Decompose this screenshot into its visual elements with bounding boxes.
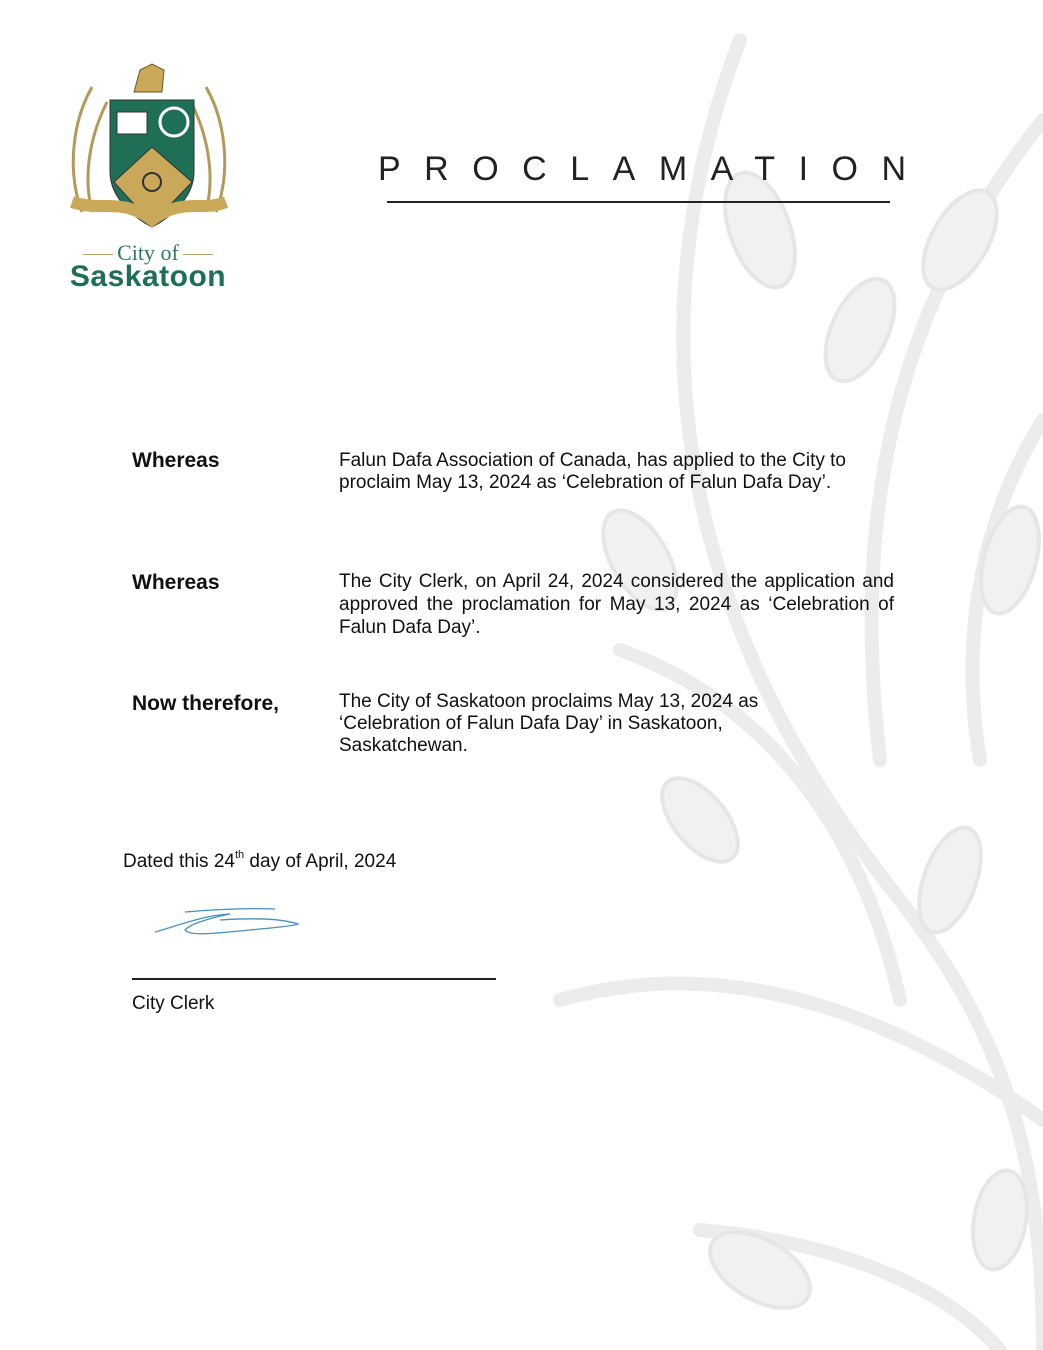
dated-rest: day of April, 2024 — [244, 851, 397, 872]
dated-line — [123, 851, 396, 873]
clause-label: Whereas — [132, 571, 220, 594]
title-underline — [387, 201, 890, 203]
city-coat-of-arms-logo — [62, 62, 236, 234]
page-title: PROCLAMATION — [378, 150, 930, 188]
clause-text: The City Clerk, on April 24, 2024 considered the application and approved the proclamation for May 13, 2024 as ‘Celebration of Falun Dafa Day’. — [339, 571, 894, 638]
dated-prefix: Dated this 24 — [123, 851, 235, 872]
signature — [150, 900, 310, 945]
signatory-role: City Clerk — [132, 993, 215, 1014]
clause-text: Falun Dafa Association of Canada, has applied to the City to proclaim May 13, 2024 as ‘Celebration of Falun Dafa Day’. — [339, 450, 846, 493]
logo-city-name: Saskatoon — [69, 260, 227, 293]
signature-line — [132, 978, 496, 980]
logo-city-of: City of — [62, 240, 234, 266]
dated-ordinal: th — [234, 849, 245, 861]
clause-text: The City of Saskatoon proclaims May 13, 2024 as ‘Celebration of Falun Dafa Day’ in Saskatoon, Saskatchewan. — [339, 691, 759, 756]
clause-label: Whereas — [132, 449, 220, 472]
clause-label: Now therefore, — [132, 692, 280, 715]
